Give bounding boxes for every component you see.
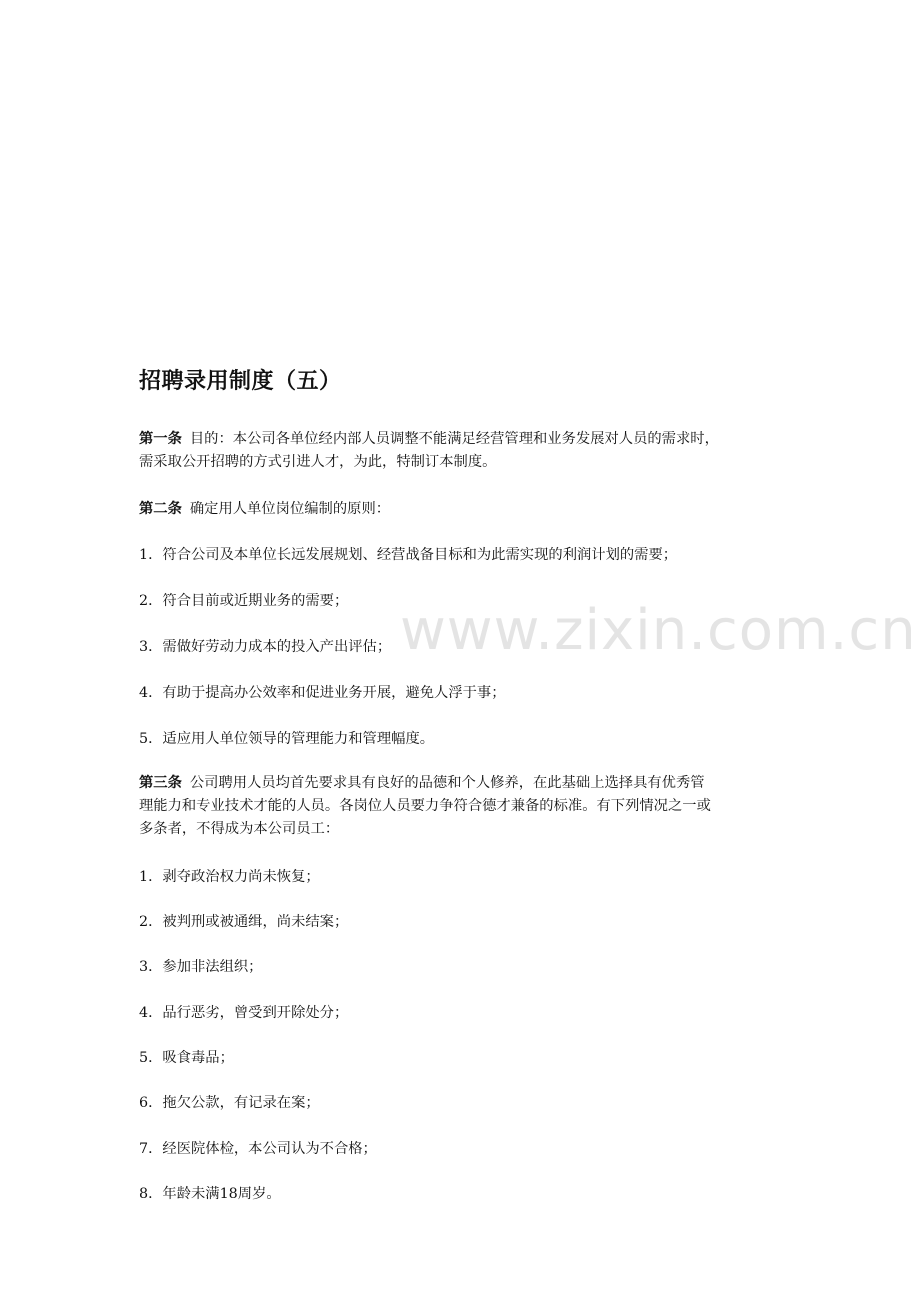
article-3-item-3: 3．参加非法组织； [139,959,263,975]
article-1 [139,428,787,474]
article-1-line-2: 需采取公开招聘的方式引进人才，为此，特制订本制度。 [139,454,497,470]
article-2-item-1: 1．符合公司及本单位长远发展规划、经营战备目标和为此需实现的利润计划的需要； [139,547,678,563]
watermark-text: www.zixin.com.cn [400,598,917,663]
article-2-item-4: 4．有助于提高办公效率和促进业务开展，避免人浮于事； [139,685,506,701]
article-2-intro: 确定用人单位岗位编制的原则： [189,501,391,517]
article-2-item-3: 3．需做好劳动力成本的投入产出评估； [139,639,392,655]
page-title: 招聘录用制度（五） [139,369,342,394]
article-3-item-6: 6．拖欠公款，有记录在案； [139,1095,320,1111]
article-3-item-8: 8．年龄未满18周岁。 [139,1186,281,1202]
article-1-label: 第一条 [139,431,182,447]
article-3-item-4: 4．品行恶劣，曾受到开除处分； [139,1005,349,1021]
article-1-line-1 [139,428,787,451]
article-3-label: 第三条 [139,775,182,791]
article-3-item-5: 5．吸食毒品； [139,1050,234,1066]
article-2-item-2: 2．符合目前或近期业务的需要； [139,593,349,609]
article-3-line-2: 理能力和专业技术才能的人员。各岗位人员要力争符合德才兼备的标准。有下列情况之一或 [139,798,711,814]
article-3-item-7: 7．经医院体检，本公司认为不合格； [139,1141,377,1157]
article-2-item-5: 5．适应用人单位领导的管理能力和管理幅度。 [139,731,435,747]
article-3-text-1: 公司聘用人员均首先要求具有良好的品德和个人修养，在此基础上选择具有优秀管 [189,775,705,791]
article-3-item-1: 1．剥夺政治权力尚未恢复； [139,869,320,885]
article-2-line-1 [139,498,787,521]
article-3-line-3: 多条者，不得成为本公司员工： [139,821,340,837]
article-2-label: 第二条 [139,501,182,517]
article-3 [139,772,787,841]
article-2 [139,498,787,521]
article-1-text-1: 目的：本公司各单位经内部人员调整不能满足经营管理和业务发展对人员的需求时， [189,431,719,447]
article-3-line-1 [139,772,787,795]
article-3-item-2: 2．被判刑或被通缉，尚未结案； [139,914,349,930]
